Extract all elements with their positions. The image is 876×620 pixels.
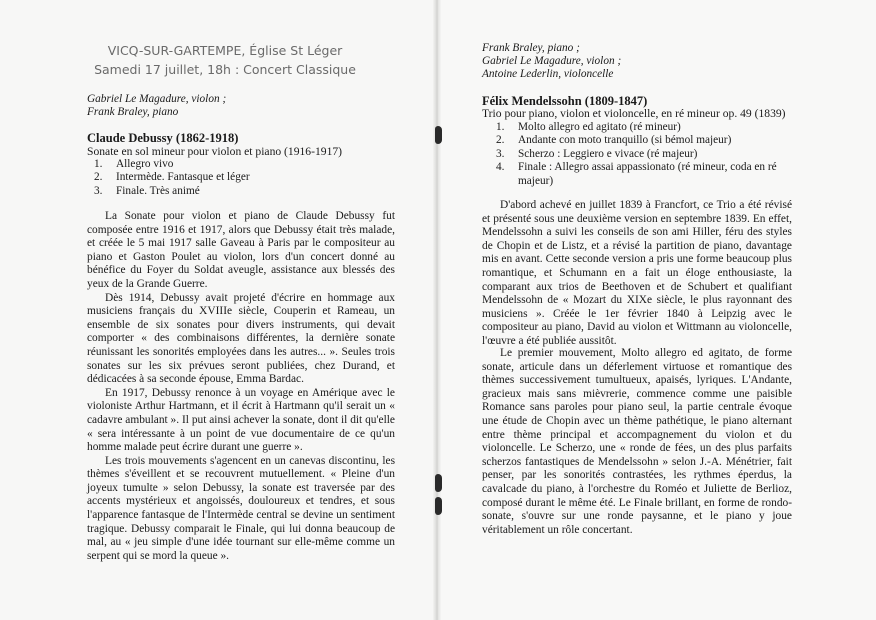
paragraph: Les trois mouvements s'agencent en un canevas discontinu, les thèmes s'éveillent et se recouvrent mutuellement. « Pleine d'un joyeux tumulte » selon Debussy, la sonate est traversée par des accents mystérieux et angoissés, douloureux et tendres, et sous l'apparence fantasque de l'Intermède central se devine un sentiment tragique. Debussy comparait le Finale, qui lui donna beaucoup de mal, au « jeu simple d'une idée tournant sur elle-même comme un serpent qui se mord la queue ». <box>87 454 395 562</box>
performer-line: Gabriel Le Magadure, violon ; <box>482 55 622 67</box>
movement-item: 2. Andante con moto tranquillo (si bémol majeur) <box>496 134 732 147</box>
performer-line: Frank Braley, piano ; <box>482 42 580 54</box>
movement-list-mendelssohn <box>496 121 796 188</box>
movement-item: 1. Allegro vivo <box>94 158 174 170</box>
right-page <box>437 0 876 620</box>
mendelssohn-performers <box>482 42 621 81</box>
movement-item: 4. Finale : Allegro assai appassionato (ré mineur, coda en ré majeur) <box>496 161 777 187</box>
binding-staple <box>435 126 442 144</box>
debussy-performers <box>87 93 226 119</box>
work-title-debussy: Sonate en sol mineur pour violon et piano (1916-1917) <box>87 145 343 158</box>
book-gutter <box>433 0 441 620</box>
composer-mendelssohn: Félix Mendelssohn (1809-1847) <box>482 94 648 108</box>
work-title-mendelssohn: Trio pour piano, violon et violoncelle, en ré mineur op. 49 (1839) <box>482 107 786 120</box>
debussy-notes <box>87 210 395 563</box>
binding-staple <box>435 474 442 492</box>
movement-item: 1. Molto allegro ed agitato (ré mineur) <box>496 121 681 133</box>
performer-line: Antoine Lederlin, violoncelle <box>482 68 614 80</box>
paragraph: Dès 1914, Debussy avait projeté d'écrire en hommage aux musiciens français du XVIIIe siècle, Couperin et Rameau, un ensemble de six sonates pour divers instruments, qui devait comporter « des combinaisons différentes, la dernière sonate réunissant les sonorités employées dans les autres... ». Seules trois sonates sur les six prévues seront publiées, chez Durand, et dédicacées à sa seconde épouse, Emma Bardac. <box>87 291 395 386</box>
movement-item: 3. Scherzo : Leggiero e vivace (ré majeur) <box>496 147 698 160</box>
performer-line: Frank Braley, piano <box>87 106 179 118</box>
composer-debussy: Claude Debussy (1862-1918) <box>87 131 239 145</box>
mendelssohn-history <box>482 199 792 349</box>
concert-venue: VICQ-SUR-GARTEMPE, Église St Léger <box>107 43 343 58</box>
paragraph: D'abord achevé en juillet 1839 à Francfort, ce Trio a été révisé et présenté sous une deuxième version en septembre 1839. En effet, Mendelssohn a suivi les conseils de son ami Hiller, féru des styles de Chopin et de Listz, et a révisé la partition de piano, davantage mis en avant. Cette seconde version a pris une forme beaucoup plus romantique, et Schumann en a fait un éloge enthousiaste, la comparant aux trios de Beethoven et de Schubert et qualifiant Mendelssohn de « Mozart du XIXe siècle, le plus rayonnant des musiciens ». Créée le 1er février 1840 à Leipzig avec le compositeur au piano, David au violon et Wittmann au violoncelle, l'œuvre a été publiée aussitôt. <box>482 199 792 347</box>
paragraph: La Sonate pour violon et piano de Claude Debussy fut composée entre 1916 et 1917, alors que Debussy était très malade, et créée le 5 mai 1917 salle Gaveau à Paris par le compositeur au piano et Gaston Poulet au violon, lors d'un concert donné au bénéfice du Foyer du Soldat aveugle, assistance aux blessés des yeux de la Grande Guerre. <box>87 210 395 290</box>
paragraph: Le premier mouvement, Molto allegro ed agitato, de forme sonate, articule dans un déferlement virtuose et romantique des thèmes successivement tumultueux, apaisés, lyriques. L'Andante, gracieux mais sans mièvrerie, commence comme une paisible Romance sans paroles pour piano seul, la partie centrale évoque une étude de Chopin avec un thème pathétique, le piano alternant entre thème principal et accompagnement du violon et du violoncelle. Le Scherzo, une « ronde de fées, un des plus parfaits scherzos fantastiques de Mendelssohn » selon J.-A. Ménétrier, fait penser, par les sonorités contrastées, les rythmes éperdus, la cavalcade du piano, à l'orchestre du Roméo et Juliette de Berlioz, composé durant le même été. Le Finale brillant, en forme de rondo-sonate, s'ouvre sur une ronde paysanne, et le piano y joue véritablement un rôle concertant. <box>482 347 792 536</box>
performer-line: Gabriel Le Magadure, violon ; <box>87 93 227 105</box>
left-page <box>0 0 437 620</box>
movement-item: 3. Finale. Très animé <box>94 184 200 197</box>
movement-list-debussy <box>94 158 394 198</box>
binding-staple <box>435 497 442 515</box>
movement-item: 2. Intermède. Fantasque et léger <box>94 171 250 184</box>
concert-date: Samedi 17 juillet, 18h : Concert Classique <box>94 62 356 77</box>
mendelssohn-analysis <box>482 347 792 537</box>
paragraph: En 1917, Debussy renonce à un voyage en Amérique avec le violoniste Arthur Hartmann, et il écrit à Hartmann qu'il serait un « cadavre ambulant ». Il put ainsi achever la sonate, dont il dit qu'elle « sera intéressante à un point de vue documentaire de ce qu'un homme malade peut écrire durant une guerre ». <box>87 386 395 454</box>
